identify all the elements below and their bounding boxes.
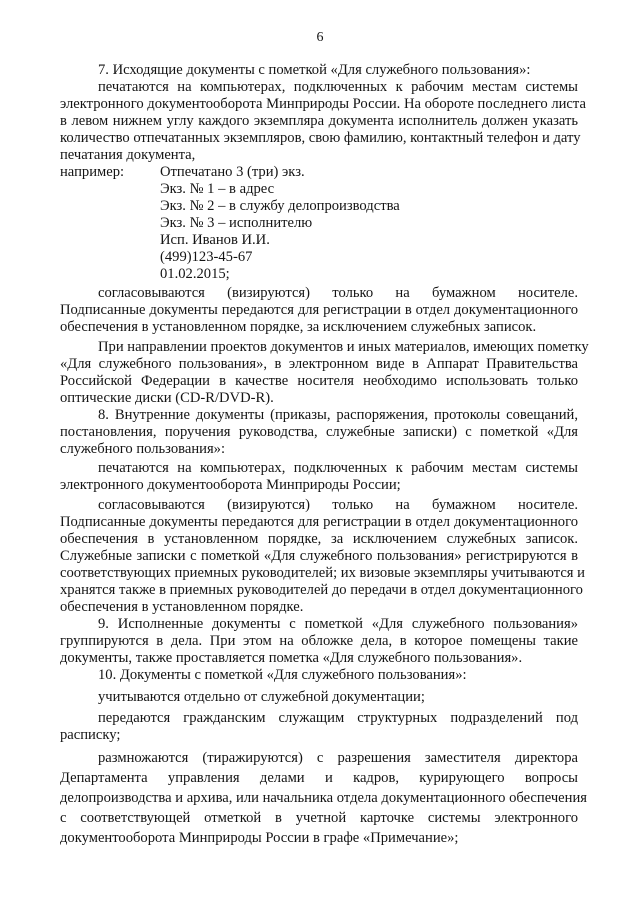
text-line: «Для служебного пользования», в электронном виде в Аппарат Правительства (60, 356, 578, 372)
text-line: Подписанные документы передаются для регистрации в отдел документационного (60, 514, 578, 530)
paragraph-10-heading: 10. Документы с пометкой «Для служебного пользования»: (98, 667, 467, 683)
text-line: оптические диски (CD-R/DVD-R). (60, 390, 274, 406)
text-line: Российской Федерации в качестве носителя необходимо использовать только (60, 373, 578, 389)
example-line: Исп. Иванов И.И. (160, 232, 270, 248)
example-line: Экз. № 2 – в службу делопроизводства (160, 198, 400, 214)
text-line: обеспечения в установленном порядке. (60, 599, 304, 615)
text-line: с соответствующей отметкой в учетной карточке системы электронного (60, 810, 578, 826)
text-line: печатаются на компьютерах, подключенных к рабочим местам системы (98, 79, 578, 95)
text-line: печатания документа, (60, 147, 196, 163)
text-line: обеспечения в установленном порядке, за исключением служебных записок. (60, 319, 537, 335)
text-line: делопроизводства и архива, или начальника отдела документационного обеспечения (60, 790, 587, 806)
paragraph-8-heading: 8. Внутренние документы (приказы, распоряжения, протоколы совещаний, (98, 407, 578, 423)
example-line: Экз. № 1 – в адрес (160, 181, 275, 197)
text-line: передаются гражданским служащим структурных подразделений под (98, 710, 578, 726)
text-line: соответствующих приемных руководителей; их визовые экземпляры учитываются и (60, 565, 585, 581)
example-line: Экз. № 3 – исполнителю (160, 215, 313, 231)
text-line: документооборота Минприроды России в графе «Примечание»; (60, 830, 459, 846)
example-line: (499)123-45-67 (160, 249, 253, 265)
text-line: При направлении проектов документов и иных материалов, имеющих пометку (98, 339, 589, 355)
example-line: Отпечатано 3 (три) экз. (160, 164, 305, 180)
text-line: согласовываются (визируются) только на бумажном носителе. (98, 285, 578, 301)
text-line: служебного пользования»: (60, 441, 226, 457)
text-line: хранятся также в приемных руководителей до передачи в отдел документационного (60, 582, 583, 598)
text-line: количество отпечатанных экземпляров, свою фамилию, контактный телефон и дату (60, 130, 581, 146)
text-line: размножаются (тиражируются) с разрешения заместителя директора (98, 750, 578, 766)
text-line: обеспечения в установленном порядке, за исключением служебных записок. (60, 531, 578, 547)
paragraph-7-heading: 7. Исходящие документы с пометкой «Для служебного пользования»: (98, 62, 531, 78)
text-line: электронного документооборота Минприроды России; (60, 477, 401, 493)
text-line: печатаются на компьютерах, подключенных к рабочим местам системы (98, 460, 578, 476)
paragraph-9-heading: 9. Исполненные документы с пометкой «Для служебного пользования» (98, 616, 578, 632)
text-line: Подписанные документы передаются для регистрации в отдел документационного (60, 302, 578, 318)
text-line: расписку; (60, 727, 121, 743)
page-number: 6 (316, 30, 324, 45)
text-line: согласовываются (визируются) только на бумажном носителе. (98, 497, 578, 513)
text-line: электронного документооборота Минприроды России. На обороте последнего листа (60, 96, 586, 112)
text-line: в левом нижнем углу каждого экземпляра документа исполнитель должен указать (60, 113, 578, 129)
text-line: Служебные записки с пометкой «Для служебного пользования» регистрируются в (60, 548, 578, 564)
text-line: документы, также проставляется пометка «Для служебного пользования». (60, 650, 523, 666)
text-line: Департамента управления делами и кадров, курирующего вопросы (60, 770, 578, 786)
text-line: постановления, поручения руководства, служебные записки) с пометкой «Для (60, 424, 578, 440)
example-label: например: (60, 164, 125, 180)
text-line: группируются в дела. При этом на обложке дела, в которое помещены такие (60, 633, 578, 649)
text-line: учитываются отдельно от служебной документации; (98, 689, 425, 705)
example-line: 01.02.2015; (160, 266, 230, 282)
